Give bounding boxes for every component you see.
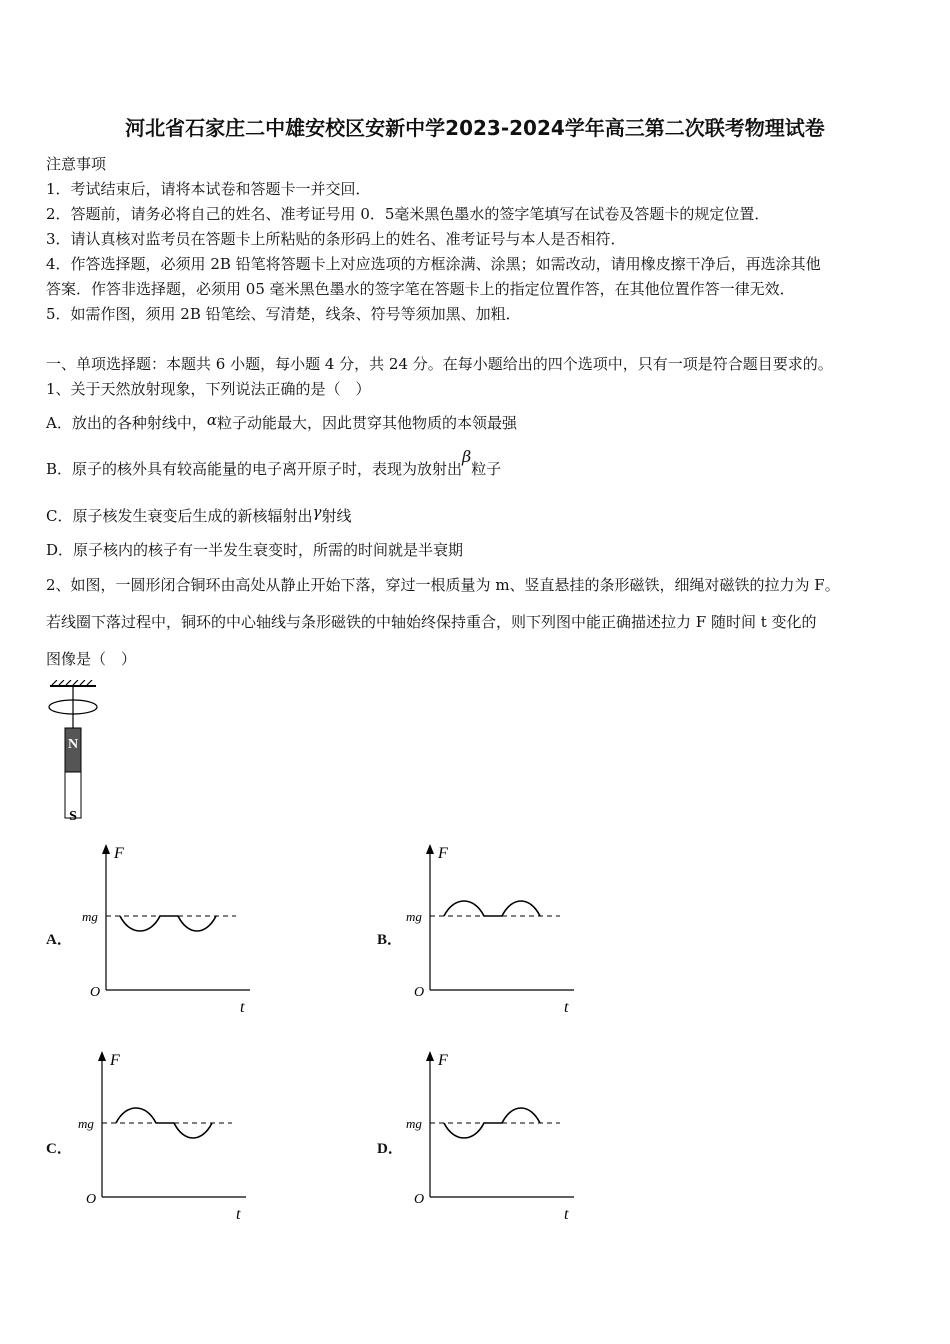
question-1-stem: 1、关于天然放射现象，下列说法正确的是（ ） [46,380,371,398]
y-axis-arrow [98,1051,106,1061]
q2-option-c-graph[interactable] [74,1045,264,1225]
question-2-stem-line3: 图像是（ ） [46,650,137,668]
origin-label: O [414,1192,425,1207]
question-1-option-d[interactable]: D．原子核内的核子有一半发生衰变时，所需的时间就是半衰期 [46,541,464,559]
option-a-text: A．放出的各种射线中， [46,414,207,432]
q2-option-c-label[interactable]: C． [46,1141,72,1157]
notice-item: 4．作答选择题，必须用 2B 铅笔将答题卡上对应选项的方框涂满、涂黑；如需改动，请用橡皮擦干净后，再选涂其他 [46,255,821,273]
option-c-text: C．原子核发生衰变后生成的新核辐射出 [46,507,313,525]
option-c-text-2: 射线 [321,507,352,525]
f-axis-label: F [438,1052,448,1069]
f-axis-label: F [110,1052,120,1069]
question-2-stem-line2: 若线圈下落过程中，铜环的中心轴线与条形磁铁的中轴始终保持重合，则下列图中能正确描述拉力 F 随时间 t 变化的 [46,613,817,631]
magnet-figure [42,680,112,822]
q2-option-b-graph[interactable] [402,838,592,1018]
t-axis-label: t [236,1206,241,1223]
notice-item: 答案．作答非选择题，必须用 05 毫米黑色墨水的签字笔在答题卡上的指定位置作答，在其他位置作答一律无效． [46,280,795,298]
mg-label: mg [406,909,422,924]
y-axis-arrow [102,844,110,854]
notice-item: 1．考试结束后，请将本试卷和答题卡一并交回． [46,180,371,198]
origin-label: O [414,985,425,1000]
page-title: 河北省石家庄二中雄安校区安新中学2023-2024学年高三第二次联考物理试卷 [125,116,825,140]
option-b-text: B．原子的核外具有较高能量的电子离开原子时，表现为放射出 [46,460,463,478]
notice-item: 2．答题前，请务必将自己的姓名、准考证号用 0．5毫米黑色墨水的签字笔填写在试卷及答题卡的规定位置． [46,205,770,223]
t-axis-label: t [564,999,569,1016]
notice-item: 3．请认真核对监考员在答题卡上所粘贴的条形码上的姓名、准考证号与本人是否相符． [46,230,626,248]
f-axis-label: F [114,845,124,862]
notice-item: 5．如需作图，须用 2B 铅笔绘、写清楚，线条、符号等须加黑、加粗． [46,305,521,323]
mg-label: mg [406,1116,422,1131]
q2-option-b-label[interactable]: B． [377,932,403,948]
mg-label: mg [82,909,98,924]
f-axis-label: F [438,845,448,862]
force-curve [120,916,216,931]
notice-heading: 注意事项 [46,155,107,173]
q2-option-a-label[interactable]: A． [46,932,72,948]
question-2-stem-line1: 2、如图，一圆形闭合铜环由高处从静止开始下落，穿过一根质量为 m、竖直悬挂的条形磁铁，细绳对磁铁的拉力为 F。 [46,576,840,594]
t-axis-label: t [564,1206,569,1223]
y-axis-arrow [426,1051,434,1061]
question-1-option-b[interactable] [46,447,502,479]
force-curve [444,901,540,916]
beta-symbol: β [462,447,472,466]
q2-option-d-label[interactable]: D． [377,1141,403,1157]
gamma-symbol: γ [312,503,322,521]
magnet-s-label: S [69,809,77,822]
section-heading: 一、单项选择题：本题共 6 小题，每小题 4 分，共 24 分。在每小题给出的四个选项中，只有一项是符合题目要求的。 [46,355,833,373]
option-b-text-2: 粒子 [471,460,502,478]
ceiling-hatch [52,680,92,685]
y-axis-arrow [426,844,434,854]
t-axis-label: t [240,999,245,1016]
q2-option-a-graph[interactable] [78,838,268,1018]
mg-label: mg [78,1116,94,1131]
origin-label: O [90,985,101,1000]
q2-option-d-graph[interactable] [402,1045,592,1225]
question-1-option-c[interactable] [46,505,351,526]
origin-label: O [86,1192,97,1207]
question-1-option-a[interactable] [46,412,517,433]
magnet-n-label: N [67,737,79,752]
alpha-symbol: α [206,411,217,429]
option-a-text-2: 粒子动能最大，因此贯穿其他物质的本领最强 [216,414,517,432]
